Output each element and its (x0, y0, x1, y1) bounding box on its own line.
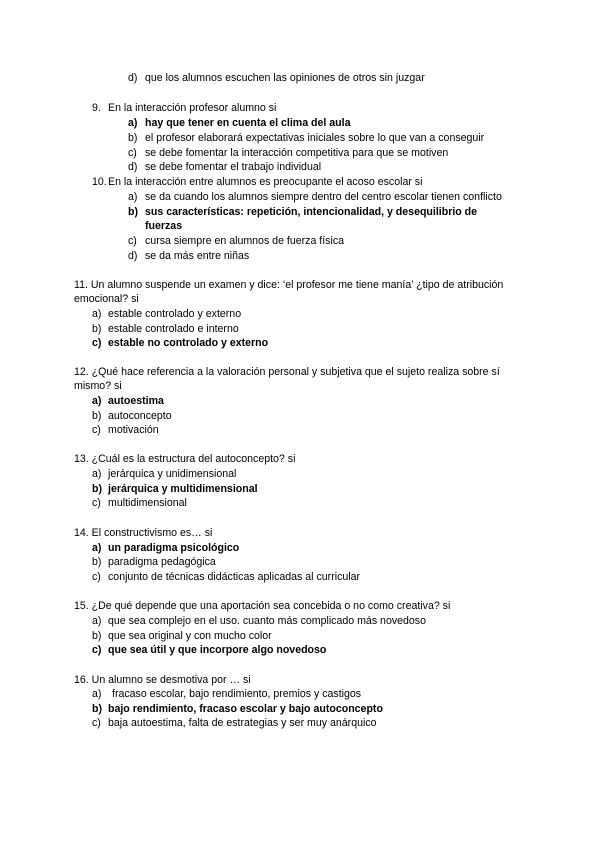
q14-question: 14. El constructivismo es… si (74, 527, 213, 539)
q15-option-a (92, 615, 426, 628)
q11-option-b (92, 323, 239, 336)
option-label: b) (92, 556, 102, 568)
question-number: 10. (92, 176, 107, 188)
option-text: que sea original y con mucho color (108, 630, 272, 642)
q11-option-c-correct (92, 337, 269, 350)
q8-option-d (128, 72, 425, 85)
option-text: estable controlado y externo (108, 308, 242, 320)
q13-option-c (92, 497, 187, 510)
option-label: b) (92, 703, 102, 715)
q9-option-d (128, 161, 322, 174)
option-text: estable no controlado y externo (108, 337, 269, 349)
option-text: estable controlado e interno (108, 323, 239, 335)
q14-option-b (92, 556, 216, 569)
q9-option-c (128, 147, 449, 160)
q12-option-b (92, 410, 172, 423)
option-label: a) (128, 117, 138, 129)
option-text: motivación (108, 424, 159, 436)
option-label: c) (92, 571, 101, 583)
q16-option-a (92, 688, 362, 701)
option-label: a) (92, 688, 102, 700)
option-label: c) (92, 644, 102, 656)
option-text: conjunto de técnicas didácticas aplicadas al curricular (108, 571, 361, 583)
option-text: fracaso escolar, bajo rendimiento, premios y castigos (112, 688, 362, 700)
option-text: cursa siempre en alumnos de fuerza física (145, 235, 345, 247)
q16-option-c (92, 717, 377, 730)
option-label: c) (92, 424, 101, 436)
q10-question (92, 176, 423, 189)
option-text: jerárquica y unidimensional (108, 468, 237, 480)
q13-question: 13. ¿Cuál es la estructura del autoconcepto? si (74, 453, 296, 465)
q15-option-b (92, 630, 272, 643)
q12-option-c (92, 424, 159, 437)
option-label: a) (92, 468, 102, 480)
option-text: se debe fomentar la interacción competitiva para que se motiven (145, 147, 449, 159)
q15-option-c-correct (92, 644, 327, 657)
option-label: a) (92, 542, 102, 554)
option-text: jerárquica y multidimensional (108, 483, 258, 495)
option-text: se debe fomentar el trabajo individual (145, 161, 322, 173)
option-label: c) (92, 497, 101, 509)
option-label: d) (128, 72, 138, 84)
q12-option-a-correct (92, 395, 164, 408)
q11-option-a (92, 308, 242, 321)
option-text: paradigma pedagógica (108, 556, 216, 568)
option-label: a) (92, 395, 102, 407)
option-label: a) (92, 615, 102, 627)
option-label: b) (92, 630, 102, 642)
q14-option-c (92, 571, 361, 584)
q9-option-a-correct (128, 117, 351, 130)
option-text: que los alumnos escuchen las opiniones de otros sin juzgar (145, 72, 425, 84)
option-text: el profesor elaborará expectativas iniciales sobre lo que van a conseguir (145, 132, 485, 144)
option-label: c) (128, 235, 137, 247)
q13-option-b-correct (92, 483, 258, 496)
option-text: baja autoestima, falta de estrategias y ser muy anárquico (108, 717, 377, 729)
option-text: multidimensional (108, 497, 187, 509)
option-text: que sea complejo en el uso. cuanto más complicado más novedoso (108, 615, 426, 627)
q12-question-line1: 12. ¿Qué hace referencia a la valoración personal y subjetiva que el sujeto realiza sobre sí (74, 366, 500, 378)
q16-option-b-correct (92, 703, 383, 716)
option-text: se da más entre niñas (145, 250, 250, 262)
option-label: c) (92, 717, 101, 729)
option-text: que sea útil y que incorpore algo novedoso (108, 644, 327, 656)
q15-question: 15. ¿De qué depende que una aportación sea concebida o no como creativa? si (74, 600, 451, 612)
option-label: b) (92, 323, 102, 335)
q11-question-line1: 11. Un alumno suspende un examen y dice: ‘el profesor me tiene manía’ ¿tipo de atribución (74, 279, 504, 291)
q10-option-c (128, 235, 345, 248)
q14-option-a-correct (92, 542, 240, 555)
q9-question (92, 102, 277, 115)
q10-option-b-correct (128, 206, 478, 219)
option-text: sus características: repetición, intencionalidad, y desequilibrio de (145, 206, 478, 218)
question-text: En la interacción entre alumnos es preocupante el acoso escolar si (108, 176, 423, 188)
option-label: c) (92, 337, 102, 349)
question-text: En la interacción profesor alumno si (108, 102, 277, 114)
option-label: b) (128, 206, 138, 218)
option-label: b) (92, 483, 102, 495)
q16-question: 16. Un alumno se desmotiva por … si (74, 674, 251, 686)
option-label: c) (128, 147, 137, 159)
option-label: a) (92, 308, 102, 320)
option-label: a) (128, 191, 138, 203)
q10-option-d (128, 250, 250, 263)
option-text: un paradigma psicológico (108, 542, 240, 554)
q10-option-b-continuation: fuerzas (145, 220, 183, 232)
option-text: hay que tener en cuenta el clima del aula (145, 117, 351, 129)
q12-question-line2: mismo? si (74, 380, 122, 392)
option-label: d) (128, 161, 138, 173)
q13-option-a (92, 468, 237, 481)
option-text: autoconcepto (108, 410, 172, 422)
option-text: se da cuando los alumnos siempre dentro del centro escolar tienen conflicto (145, 191, 502, 203)
q11-question-line2: emocional? si (74, 293, 139, 305)
q10-option-a (128, 191, 502, 204)
option-text: autoestima (108, 395, 164, 407)
option-text: bajo rendimiento, fracaso escolar y bajo autoconcepto (108, 703, 383, 715)
question-number: 9. (92, 102, 101, 114)
option-label: d) (128, 250, 138, 262)
option-label: b) (128, 132, 138, 144)
option-label: b) (92, 410, 102, 422)
q9-option-b (128, 132, 485, 145)
